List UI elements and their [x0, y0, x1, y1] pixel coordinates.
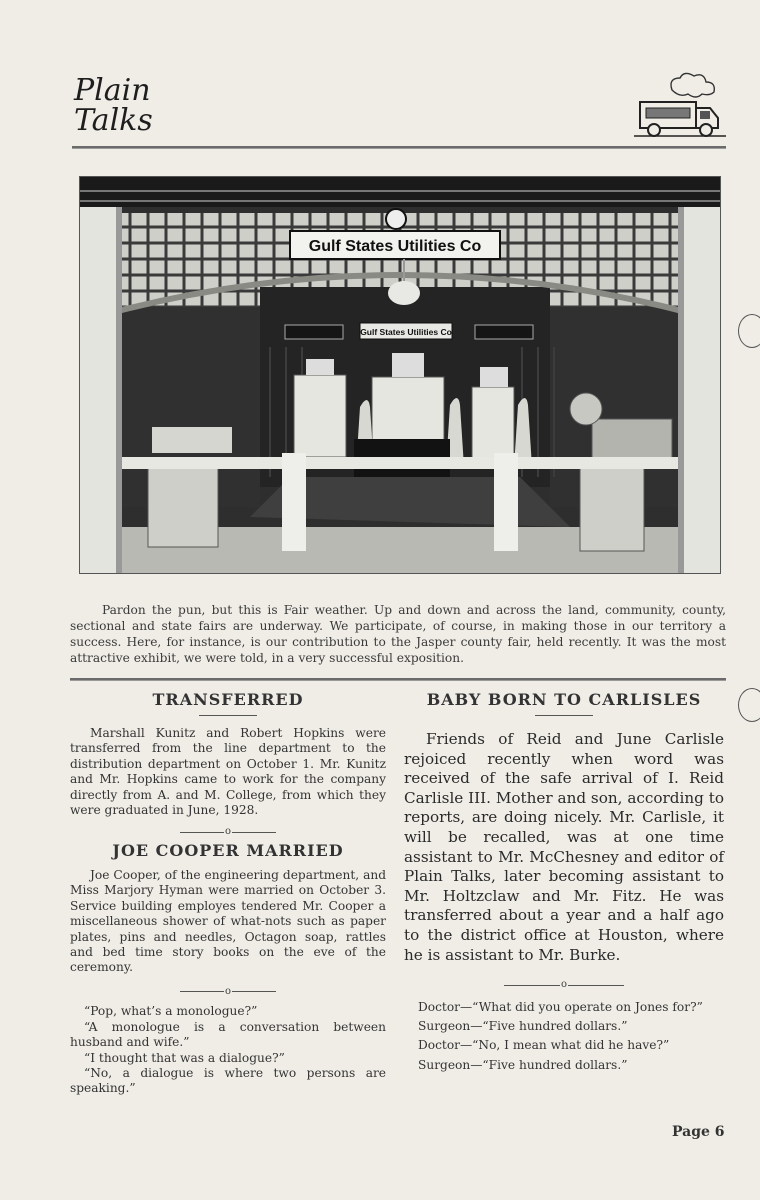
booth-sign-small: Gulf States Utilities Co — [360, 327, 452, 337]
joke-line: “Pop, what’s a monologue?” — [84, 1004, 258, 1019]
fair-exhibit-photo — [79, 176, 721, 574]
truck-illustration-icon — [634, 72, 726, 140]
joke-line: Doctor—“What did you operate on Jones for?” — [418, 999, 703, 1014]
joke-line: “A monologue is a conversation between husband and wife.” — [70, 1019, 386, 1050]
joke-line: “No, a dialogue is where two persons are speaking.” — [70, 1065, 386, 1096]
article-married-body: Joe Cooper, of the engineering department, and Miss Marjory Hyman were married on October 3. Service building employes tendered Mr. Cooper a miscellaneous shower of what-nots such as paper plates, pins and needles, Octagon soap, rattles and bed time story books on the eve of the ceremony. — [70, 867, 386, 975]
binder-hole — [738, 314, 760, 348]
joke-line: Surgeon—“Five hundred dollars.” — [418, 1019, 628, 1034]
heading-baby-born: BABY BORN TO CARLISLES — [426, 690, 702, 709]
logo-line-plain: Plain — [74, 73, 151, 108]
separator: o — [404, 979, 724, 992]
heading-underline — [199, 715, 257, 716]
section-rule — [70, 678, 726, 681]
masthead-rule — [72, 146, 726, 149]
photo-caption: Pardon the pun, but this is Fair weather. Up and down and across the land, community, county, sectional and state fairs are underway. We participate, of course, in making those in our territory a success. Here, for instance, is our contribution to the Jasper county fair, held recently. It was the most attractive exhibit, we were told, in a very successful exposition. — [70, 603, 726, 666]
left-column — [70, 690, 386, 1097]
page-number: Page 6 — [672, 1124, 725, 1140]
heading-underline — [535, 715, 593, 716]
article-baby-body: Friends of Reid and June Carlisle rejoiced recently when word was received of the safe arrival of I. Reid Carlisle III. Mother and son, according to reports, are doing nicely. Mr. Carlisle, it will be recalled, was at one time assistant to Mr. McChesney and editor of Plain Talks, later becoming assistant to Mr. Holtzclaw and Mr. Fitz. He was transferred about a year and a half ago to the district office at Houston, where he is assistant to Mr. Burke. — [404, 730, 724, 964]
joke-line: Surgeon—“Five hundred dollars.” — [418, 1057, 628, 1072]
separator: o — [70, 986, 386, 999]
logo-line-talks: Talks — [74, 103, 153, 138]
joke-line: “I thought that was a dialogue?” — [84, 1050, 285, 1065]
booth-sign-main: Gulf States Utilities Co — [308, 238, 482, 255]
separator: o — [70, 826, 386, 839]
binder-hole — [738, 688, 760, 722]
joke-line: Doctor—“No, I mean what did he have?” — [418, 1038, 670, 1053]
heading-transferred: TRANSFERRED — [152, 690, 304, 709]
right-column — [404, 690, 724, 1073]
article-transferred-body: Marshall Kunitz and Robert Hopkins were transferred from the line department to the distribution department on October 1. Mr. Kunitz and Mr. Hopkins came to work for the company directly from A. and M. College, from which they were graduated in June, 1928. — [70, 726, 386, 818]
plain-talks-logo — [72, 73, 162, 142]
heading-joe-cooper-married: JOE COOPER MARRIED — [112, 840, 344, 860]
